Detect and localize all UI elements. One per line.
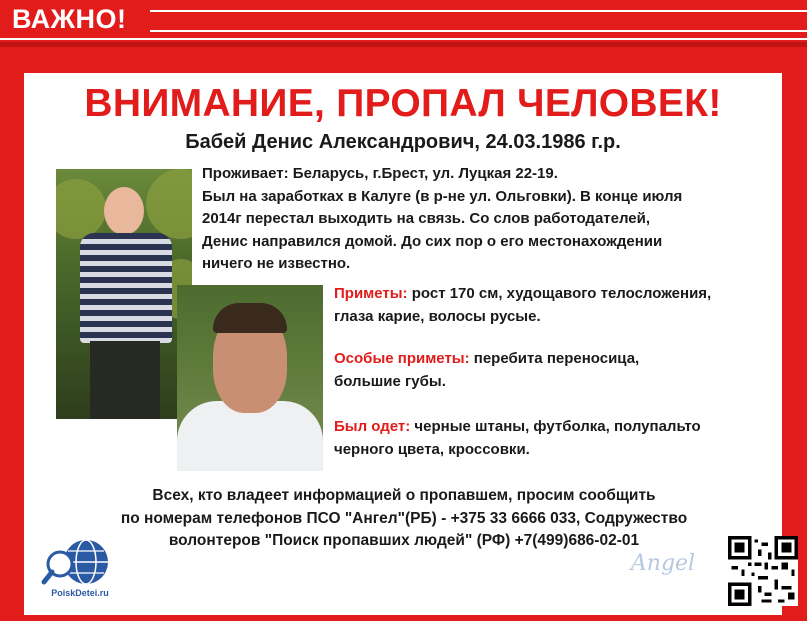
signs-text: рост 170 см, худощавого телосложения,	[407, 285, 712, 302]
main-line: 2014г перестал выходить на связь. Со слов работодателей,	[202, 210, 651, 227]
main-line: Проживает: Беларусь, г.Брест, ул. Луцкая 22-19.	[202, 165, 558, 182]
globe-magnifier-icon	[40, 534, 120, 590]
person-photo-full-body	[56, 169, 192, 419]
clothing-text: черные штаны, футболка, полупальто	[410, 418, 701, 435]
main-line: Был на заработках в Калуге (в р-не ул. Ольговки). В конце июля	[202, 187, 683, 205]
special-signs-text: перебита переносица,	[469, 350, 640, 367]
special-signs-block	[334, 348, 779, 393]
contact-line: волонтеров "Поиск пропавших людей" (РФ) +7(499)686-02-01	[168, 532, 640, 549]
poster-headline: ВНИМАНИЕ, ПРОПАЛ ЧЕЛОВЕК!	[84, 82, 722, 125]
poster-card	[24, 73, 782, 615]
top-banner	[0, 0, 807, 47]
signs-block	[334, 283, 779, 328]
angel-logo: Angel	[630, 551, 696, 576]
clothing-block	[334, 416, 779, 461]
special-signs-label: Особые приметы:	[334, 350, 470, 367]
main-line: Денис направился домой. До сих пор о его местонахождении	[202, 232, 663, 250]
contact-line: по номерам телефонов ПСО "Ангел"(РБ) - +375 33 6666 033, Содружество	[120, 509, 688, 527]
banner-lines	[150, 10, 807, 32]
banner-stripe-white	[0, 38, 807, 40]
contact-info	[64, 485, 744, 553]
contact-line: Всех, кто владеет информацией о пропавшем, просим сообщить	[152, 487, 656, 504]
special-signs-text: большие губы.	[334, 372, 446, 390]
banner-stripe-dark	[0, 42, 807, 47]
residence-and-circumstances	[202, 163, 777, 276]
poiskdetei-logo	[40, 534, 120, 604]
person-name-dob: Бабей Денис Александрович, 24.03.1986 г.р.	[185, 131, 621, 153]
signs-label: Приметы:	[334, 285, 408, 302]
signs-text: глаза карие, волосы русые.	[334, 307, 541, 325]
clothing-text: черного цвета, кроссовки.	[334, 440, 530, 458]
person-photo-portrait	[177, 285, 323, 471]
clothing-label: Был одет:	[334, 418, 411, 435]
logo-text: PoiskDetei.ru	[51, 588, 109, 598]
main-line: ничего не известно.	[202, 255, 351, 272]
banner-label: ВАЖНО!	[12, 4, 127, 34]
qr-code	[728, 536, 798, 606]
